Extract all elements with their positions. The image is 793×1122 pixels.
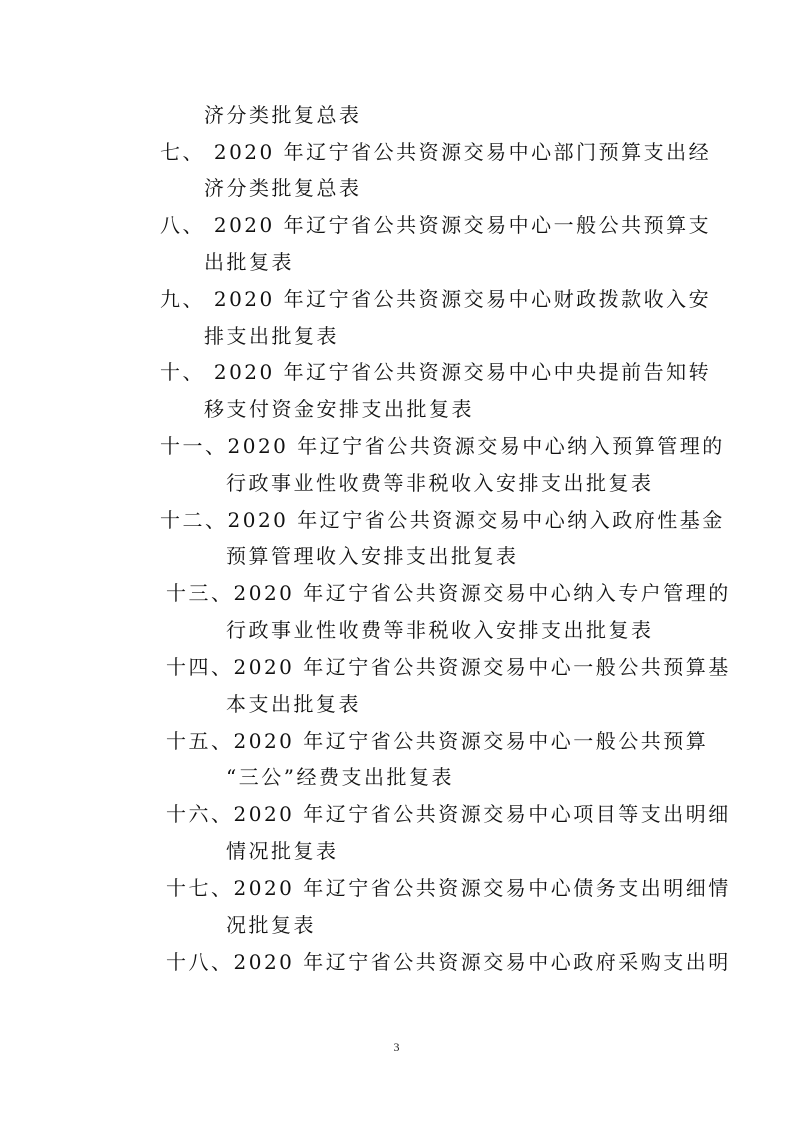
toc-line: 十六、2020 年辽宁省公共资源交易中心项目等支出明细 — [166, 802, 731, 826]
page-number: 3 — [393, 1040, 400, 1054]
toc-line: 济分类批复总表 — [204, 176, 362, 200]
toc-line: 十一、2020 年辽宁省公共资源交易中心纳入预算管理的 — [160, 434, 725, 458]
toc-line: 预算管理收入安排支出批复表 — [226, 544, 519, 568]
toc-line: 十四、2020 年辽宁省公共资源交易中心一般公共预算基 — [166, 655, 731, 679]
toc-line: 十七、2020 年辽宁省公共资源交易中心债务支出明细情 — [166, 876, 731, 900]
toc-line: 排支出批复表 — [204, 324, 339, 348]
toc-line: 十二、2020 年辽宁省公共资源交易中心纳入政府性基金 — [160, 508, 725, 532]
toc-line: 十五、2020 年辽宁省公共资源交易中心一般公共预算 — [166, 729, 709, 753]
toc-line: 移支付资金安排支出批复表 — [204, 397, 474, 421]
toc-line: 本支出批复表 — [226, 692, 361, 716]
toc-line: 出批复表 — [204, 250, 294, 274]
toc-line: “三公”经费支出批复表 — [226, 765, 454, 789]
toc-line: 行政事业性收费等非税收入安排支出批复表 — [226, 471, 654, 495]
toc-line: 济分类批复总表 — [204, 103, 362, 127]
toc-line: 行政事业性收费等非税收入安排支出批复表 — [226, 618, 654, 642]
toc-line: 十、 2020 年辽宁省公共资源交易中心中央提前告知转 — [160, 360, 712, 384]
toc-line: 八、 2020 年辽宁省公共资源交易中心一般公共预算支 — [160, 213, 712, 237]
toc-line: 九、 2020 年辽宁省公共资源交易中心财政拨款收入安 — [160, 287, 712, 311]
toc-line: 十三、2020 年辽宁省公共资源交易中心纳入专户管理的 — [166, 581, 731, 605]
toc-line: 情况批复表 — [226, 839, 339, 863]
toc-line: 十八、2020 年辽宁省公共资源交易中心政府采购支出明 — [166, 950, 731, 974]
toc-line: 况批复表 — [226, 913, 316, 937]
toc-line: 七、 2020 年辽宁省公共资源交易中心部门预算支出经 — [160, 140, 712, 164]
